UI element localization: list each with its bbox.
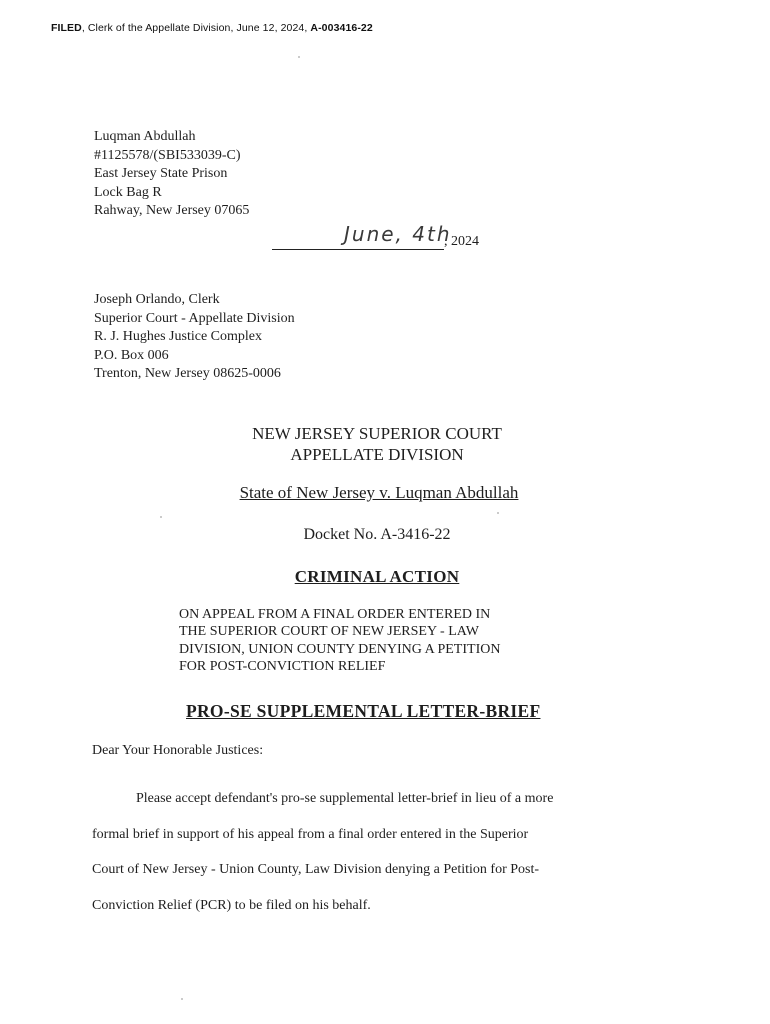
sender-address xyxy=(94,128,249,221)
recipient-line: P.O. Box 006 xyxy=(94,347,169,363)
body-line: formal brief in support of his appeal from a final order entered in the Superior xyxy=(92,826,529,842)
appeal-line: FOR POST-CONVICTION RELIEF xyxy=(179,659,386,675)
recipient-line: R. J. Hughes Justice Complex xyxy=(94,329,262,345)
date-line xyxy=(272,224,492,254)
date-underline xyxy=(272,249,444,250)
scan-speck xyxy=(181,998,183,1000)
court-name: NEW JERSEY SUPERIOR COURT xyxy=(252,424,502,443)
body-line: Please accept defendant's pro-se supplemental letter-brief in lieu of a more xyxy=(136,791,554,806)
recipient-address xyxy=(94,291,295,384)
court-division: APPELLATE DIVISION xyxy=(290,445,464,464)
salutation: Dear Your Honorable Justices: xyxy=(92,743,264,758)
scan-speck xyxy=(298,56,300,58)
filed-docket: A-003416-22 xyxy=(310,22,373,34)
sender-line: Luqman Abdullah xyxy=(94,129,196,144)
scan-speck xyxy=(497,512,499,514)
appeal-description xyxy=(179,606,579,676)
recipient-line: Joseph Orlando, Clerk xyxy=(94,292,220,307)
recipient-line: Trenton, New Jersey 08625-0006 xyxy=(94,366,281,382)
sender-line: East Jersey State Prison xyxy=(94,166,228,182)
sender-line: Lock Bag R xyxy=(94,184,162,200)
appeal-line: THE SUPERIOR COURT OF NEW JERSEY - LAW xyxy=(179,624,479,640)
docket-number: Docket No. A-3416-22 xyxy=(303,526,451,543)
brief-title: PRO-SE SUPPLEMENTAL LETTER-BRIEF xyxy=(186,701,541,721)
filed-text: , Clerk of the Appellate Division, June 12, 2024, xyxy=(81,22,311,34)
body-line: Court of New Jersey - Union County, Law Division denying a Petition for Post- xyxy=(92,862,540,877)
action-type: CRIMINAL ACTION xyxy=(294,567,460,586)
sender-line: Rahway, New Jersey 07065 xyxy=(94,203,250,219)
appeal-line: DIVISION, UNION COUNTY DENYING A PETITION xyxy=(179,641,501,657)
handwritten-date: June, 4th xyxy=(344,222,452,246)
filed-label: FILED xyxy=(51,22,82,34)
filed-stamp xyxy=(51,22,373,34)
recipient-line: Superior Court - Appellate Division xyxy=(94,310,295,326)
case-title: State of New Jersey v. Luqman Abdullah xyxy=(239,483,519,502)
scan-speck xyxy=(160,516,162,518)
appeal-line: ON APPEAL FROM A FINAL ORDER ENTERED IN xyxy=(179,607,491,622)
date-year: , 2024 xyxy=(444,234,479,249)
sender-line: #1125578/(SBI533039-C) xyxy=(94,147,241,163)
body-paragraph xyxy=(92,781,553,923)
body-line: Conviction Relief (PCR) to be filed on his behalf. xyxy=(92,897,371,913)
